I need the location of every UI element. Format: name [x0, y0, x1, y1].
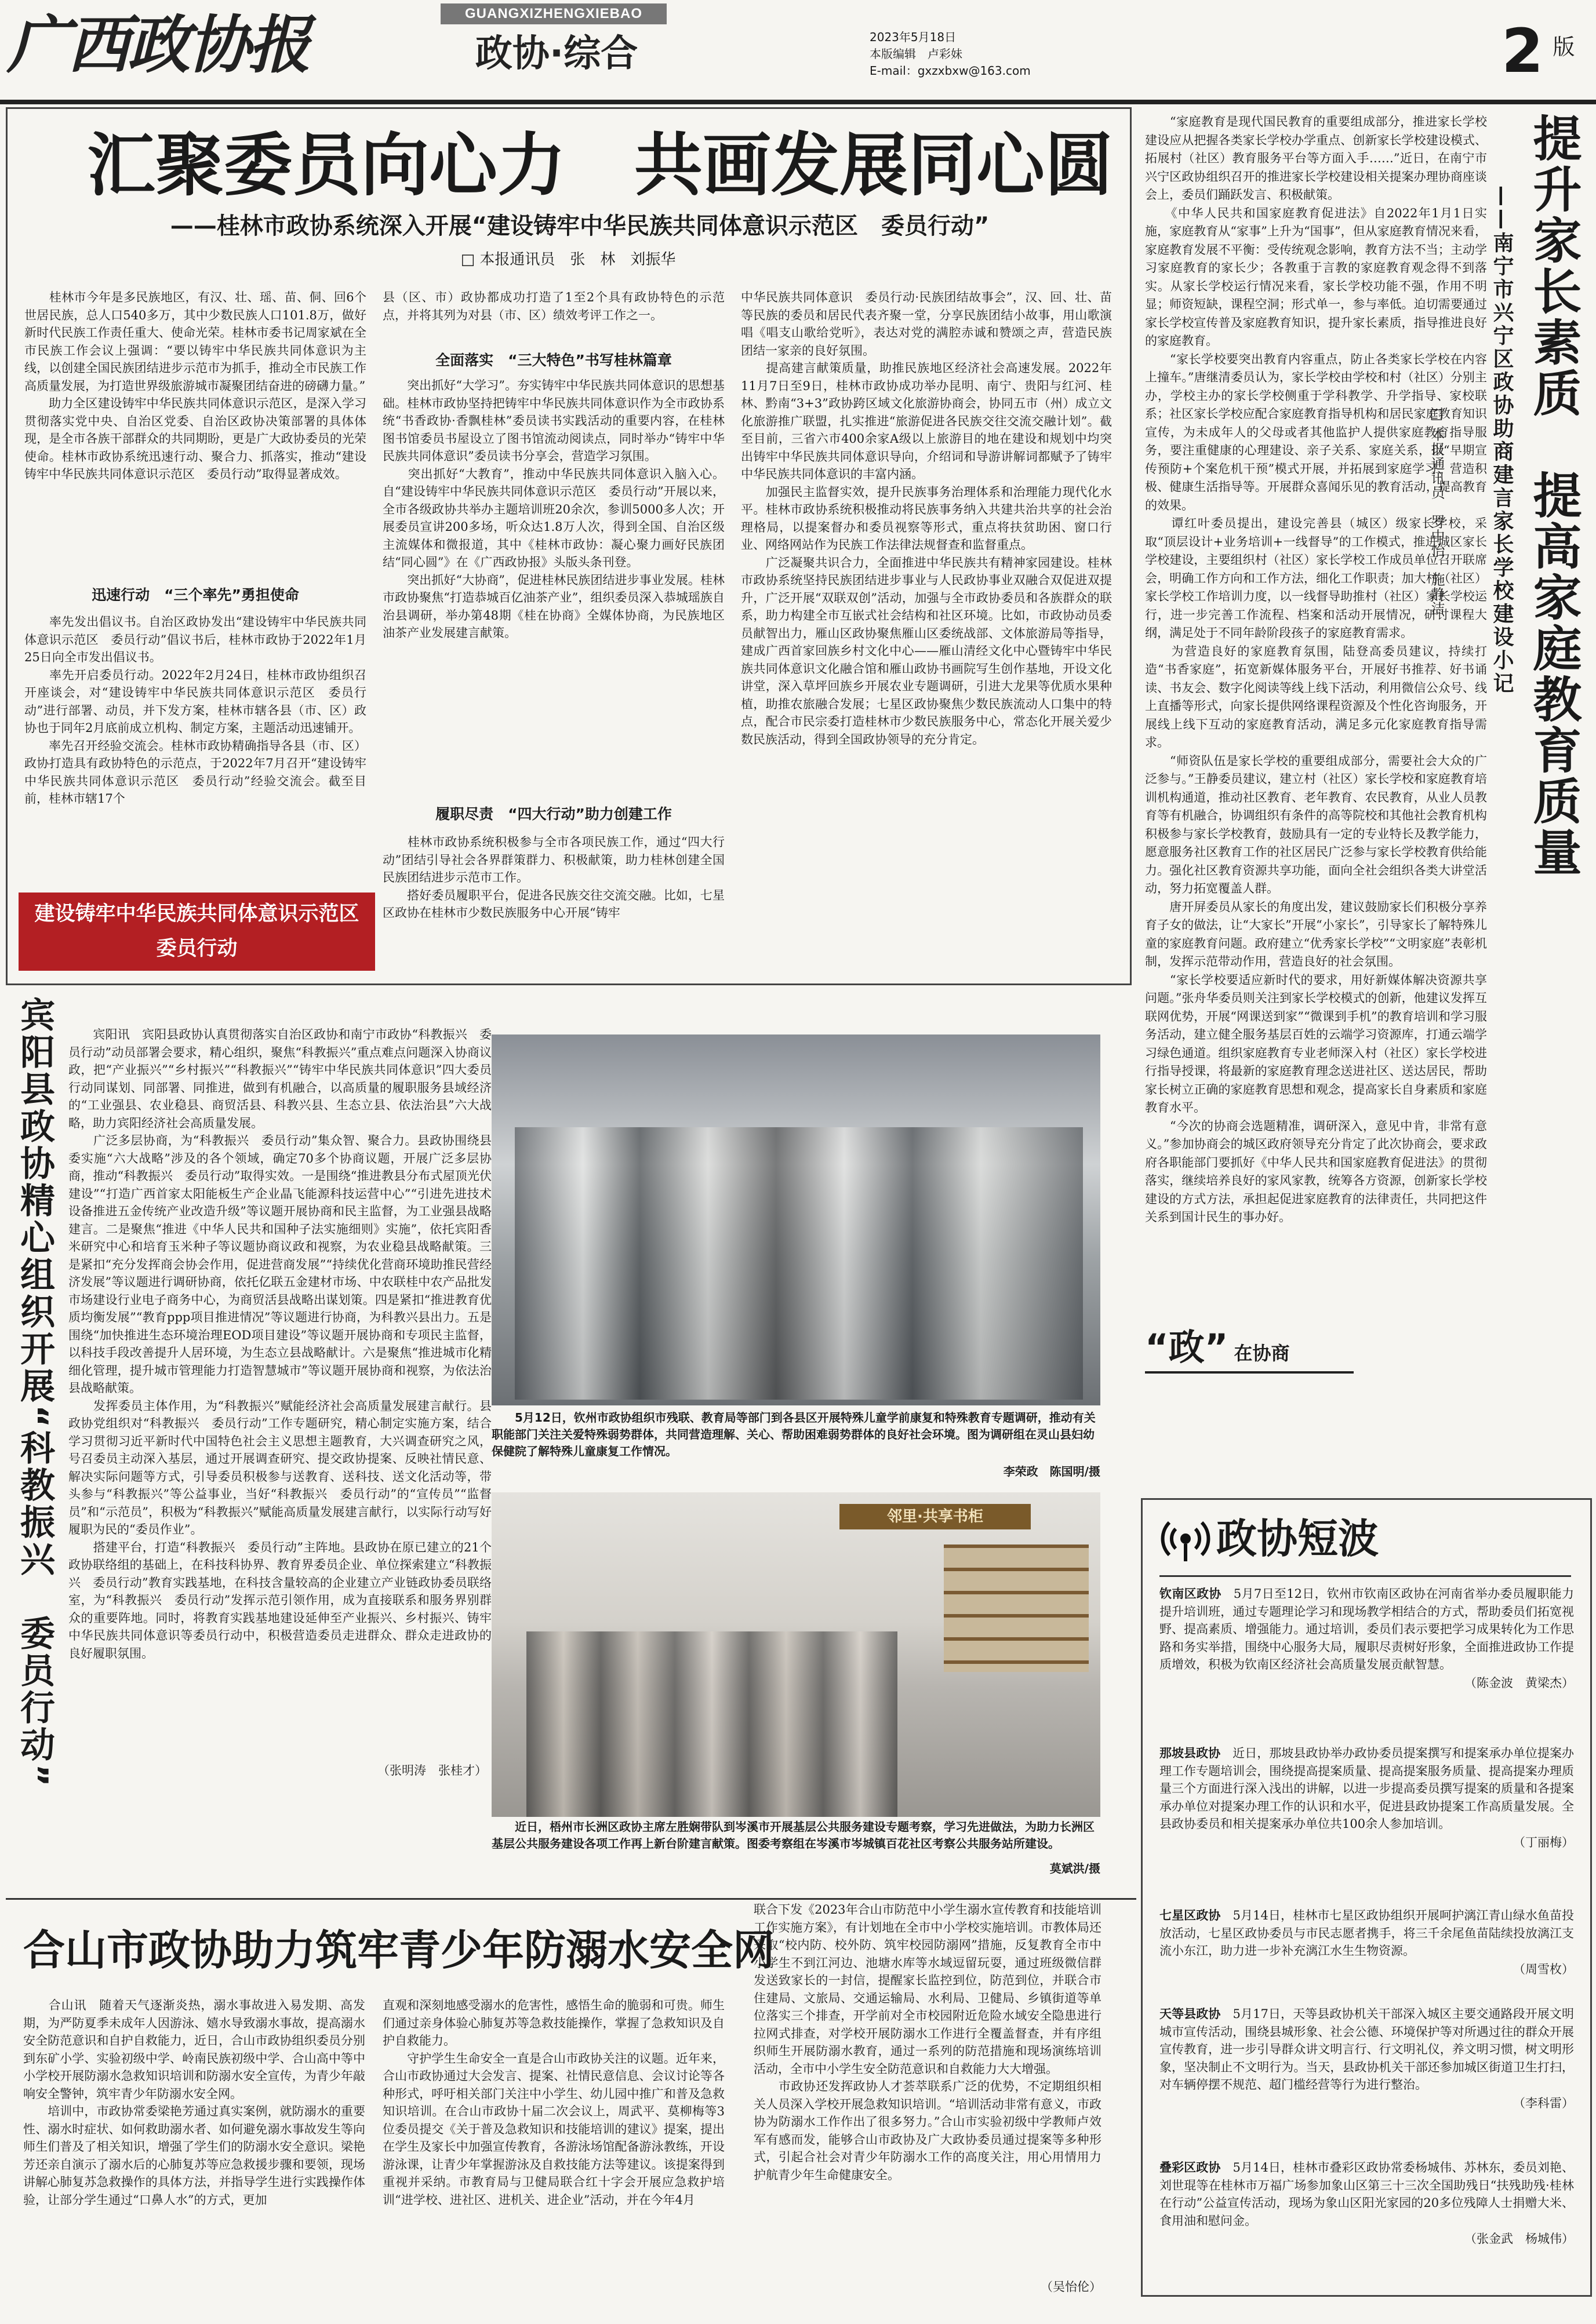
masthead-logo: 广西政协报 [7, 9, 309, 82]
heshan-col3: 联合下发《2023年合山市防范中小学生溺水宣传教育和技能培训工作实施方案》，有计划地在全市中小学校实施培训。市教体局还采取“校内防、校外防、筑牢校园防溺网”措施，反复教育全市中小学生不到江河边、池塘水库等水域逗留玩耍，通过班级微信群发送致家长的一封信，提醒家长监控到位，防范到位，并联合市住建局、文旅局、交通运输局、水利局、卫健局、乡镇街道等单位落实三个排查，开学前对全市校园附近危险水域安全隐患进行拉网式排查，对学校开展防溺水工作进行全覆盖督查，并有序组织师生开展防溺水教育，通过一系列的防范措施和现场演练培训活动，全市中小学生安全防范意识和自救能力大大增强。 市政协还发挥政协人才荟萃联系广泛的优势，不定期组织相关人员深入学校开展急救知识培训。“培训活动非常有意义，市政协为防溺水工作作出了很多努力。”合山市实验初级中学教师卢效军有感而发，能够合山市政协及广大政协委员通过提案等多种形式，引起合社会对青少年防溺水工作的高度关注，用心用情用力护航青少年生命健康安全。 [754, 1903, 1101, 2182]
lead-headline: 汇聚委员向心力 共画发展同心圆 [87, 125, 1114, 205]
lead-subhead-1: 迅速行动 “三个率先”勇担使命 [92, 587, 299, 603]
brief-org: 钦南区政协 [1159, 1587, 1221, 1601]
lead-col1b: 率先发出倡议书。自治区政协发出“建设铸牢中华民族共同体意识示范区 委员行动”倡议书后，桂林市政协于2022年1月25日向全市发出倡议书。 率先开启委员行动。2022年2月24日，桂林市政协组织召开座谈会，对“建设铸牢中华民族共同体意识示范区 委员行动”进行部署、动员，并下发方案，桂林市辖各县（市、区）政协也于同年2月底前成立机构、制定方案，主题活动迅速铺开。 率先召开经验交流会。桂林市政协精确指导各县（市、区）政协打造具有政协特色的示范点，于2022年7月召开“建设铸牢中华民族共同体意识示范区 委员行动”经验交流会。截至目前，桂林市辖17个 [24, 615, 366, 806]
photo2-bookshelf [944, 1545, 1089, 1672]
masthead-rule [0, 100, 1596, 104]
lead-col2c: 桂林市政协系统积极参与全市各项民族工作，通过“四大行动”团结引导社会各界群策群力、积极献策，助力桂林创建全国民族团结进步示范市工作。 搭好委员履职平台，促进各民族交往交流交融。比如，七星区政协在桂林市少数民族服务中心开展“铸牢 [383, 835, 725, 920]
masthead-pinyin: GUANGXIZHENGXIEBAO [441, 3, 667, 24]
heshan-col1: 合山讯 随着天气逐渐炎热，溺水事故进入易发期、高发期，为严防夏季未成年人因游泳、嬉水导致溺水事故，提高溺水安全防范意识和自护自救能力，近日，合山市政协组织委员分别到东矿小学、实验初级中学、岭南民族初级中学、合山高中等中小学校开展防溺水急救知识培训和防溺水安全宣传，为青少年敲响安全警钟，筑牢青少年防溺水安全网。 培训中，市政协常委梁艳芳通过真实案例，就防溺水的重要性、溺水时症状、如何救助溺水者、如何避免溺水事故发生等向师生们普及了相关知识，增强了学生们的防溺水安全意识。梁艳芳还亲自演示了溺水后的心肺复苏等应急救援步骤和要领，现场讲解心肺复苏急救操作的具体方法，并指导学生进行实践操作体验，让部分学生通过“口鼻人水”的方式，更加 [23, 1998, 365, 2207]
photo-special-children [492, 1034, 1100, 1405]
issue-date: 2023年5月18日 [870, 30, 957, 44]
lead-subhead: ——桂林市政协系统深入开展“建设铸牢中华民族共同体意识示范区 委员行动” [170, 213, 990, 239]
lead-theme-banner-line2: 委员行动 [156, 937, 238, 960]
photo1-caption: 5月12日，钦州市政协组织市残联、教育局等部门到各县区开展特殊儿童学前康复和特殊教育专题调研，推动有关职能部门关注关爱特殊弱势群体，共同营造理解、关心、帮助困难弱势群体的良好社会环境。图为调研组在灵山县妇幼保健院了解特殊儿童康复工作情况。 [492, 1411, 1096, 1458]
photo2-caption: 近日，梧州市长洲区政协主席左胜娴带队到岑溪市开展基层公共服务建设专题考察，学习先进做法，为助力长洲区基层公共服务建设各项工作再上新台阶建言献策。图委考察组在岑溪市岑城镇百花社区考察公共服务站所建设。 [492, 1820, 1095, 1851]
photo2-credit: 莫斌洪/摄 [1049, 1862, 1100, 1875]
lead-col2b: 突出抓好“大学习”。夯实铸牢中华民族共同体意识的思想基础。桂林市政协坚持把铸牢中华民族共同体意识作为全市政协系统“书香政协·香飘桂林”委员读书实践活动的重要内容，在桂林图书馆委员书屋设立了图书馆流动阅读点，同时举办“铸牢中华民族共同体意识”委员读书分享会，营造学习氛围。 突出抓好“大教育”，推动中华民族共同体意识入脑入心。自“建设铸牢中华民族共同体意识示范区 委员行动”开展以来，全市各级政协共举办主题培训班20余次，参训5000多人次；开展委员宣讲200多场，听众达1.8万人次，得到全国、自治区级主流媒体和微报道，其中《桂林市政协：凝心聚力画好民族团结“同心圆”》在《广西政协报》头版头条刊登。 突出抓好“大协商”，促进桂林民族团结进步事业发展。桂林市政协聚焦“打造恭城百亿油茶产业”，组织委员深入恭城瑶族自治县调研，举办第48期《桂在协商》全媒体协商，为民族地区油茶产业发展建言献策。 [383, 378, 725, 640]
page-number-suffix: 版 [1553, 34, 1575, 60]
brief-text: 5月7日至12日，钦州市钦南区政协在河南省举办委员履职能力提升培训班，通过专题理论学习和现场教学相结合的方式，帮助委员们拓宽视野、提高素质、增强能力。通过培训，委员们表示要把学习成果转化为工作思路和务实举措，围绕中心服务大局，履职尽责树好形象，全面推进政协工作提质增效，积极为钦南区经济社会高质量发展贡献智慧。 [1159, 1587, 1574, 1671]
photo2-people [526, 1631, 897, 1817]
family-edu-body: “家庭教育是现代国民教育的重要组成部分，推进家长学校建设应从把握各类家长学校办学重点、创新家长学校建设模式、拓展村（社区）教育服务平台等方面入手……”近日，在南宁市兴宁区政协组织召开的推进家长学校建设相关提案办理协商座谈会上，委员们踊跃发言、积极献策。 《中华人民共和国家庭教育促进法》自2022年1月1日实施，家庭教育从“家事”上升为“国事”，但从家庭教育情况来看，家庭教育发展不平衡：受传统观念影响，教育方法不当；主动学习家庭教育的家长少；各教重于言教的家庭教育观念得不到落实。从家长学校运行情况来看，家长学校功能不强，作用不明显；师资短缺，课程空洞；形式单一，参与率低。迫切需要通过家长学校宣传普及家庭教育知识，提升家长素质，指导推进良好的家庭教育。 “家长学校要突出教育内容重点，防止各类家长学校在内容上撞车。”唐继清委员认为，家长学校由学校和村（社区）分别主办，学校主办的家长学校侧重于学科教学、升学指导、家校联系；社区家长学校应配合家庭教育指导机构和居民家庭教育知识宣传，为未成年人的父母或者其他监护人提供家庭教育指导服务，要注重健康的心理建设、亲子关系、家庭关系，以“早期宣传预防+个案危机干预”模式开展，并拓展到家庭学习、营造积极、健康生活指导等。开展群众喜闻乐见的教育活动，提高教育的效果。 谭红叶委员提出，建设完善县（城区）级家长学校，采取“顶层设计+业务培训+一线督导”的工作模式，推进城区家长学校建设，主要组织村（社区）家长学校工作成员单位召开联席会，明确工作方向和工作方法，细化工作职责；加大村（社区）家长学校工作培训力度，以一线督导助推村（社区）家长学校运行，进一步完善工作流程、档案和活动开展情况，研讨课程大纲，满足处于不同年龄阶段孩子的家庭教育需求。 为营造良好的家庭教育氛围，陆登高委员建议，持续打造“书香家庭”，拓宽新媒体服务平台，开展好书推荐、好书诵读、书友会、数字化阅读等线上线下活动，利用微信公众号、线上直播等形式，向家长提供网络课程资源及个性化咨询服务，开展线上线下互动的家庭教育活动，满足多元化家庭教育指导需求。 “师资队伍是家长学校的重要组成部分，需要社会大众的广泛参与。”王静委员建议，建立村（社区）家长学校和家庭教育培训机构通道，推动社区教育、老年教育、农民教育，从业人员教育等有机融合，协调组织有条件的高等院校和其他社会教育机构积极参与家长学校教育，鼓励具有一定的专业特长及教学能力，愿意服务社区教育工作的社区居民广泛参与家长学校教育供给能力。强化社区教育资源共享功能，面向全社会组织各类大讲堂活动，努力拓宽覆盖人群。 唐开屏委员从家长的角度出发，建议鼓励家长们积极分享养育子女的做法，让“大家长”开展“小家长”，引导家长了解特殊儿童的家庭教育问题。政府建立“优秀家长学校”“文明家庭”表彰机制，发挥示范带动作用，营造良好的社会氛围。 “家长学校要适应新时代的要求，用好新媒体解决资源共享问题。”张舟华委员则关注到家长学校模式的创新，他建议发挥互联网优势，开展“网课送到家”“微课到手机”的教育培训和学习服务活动，建立健全服务基层百姓的云端学习资源库，打通云端学习绿色通道。组织家庭教育专业老师深入村（社区）家长学校进行指导授课，将最新的家庭教育理念送进社区、送达居民，帮助家长树立正确的家庭教育思想和观念，提高家长自身素质和家庭教育水平。 “今次的协商会选题精准，调研深入，意见中肯，非常有意义。”参加协商会的城区政府领导充分肯定了此次协商会，要求政府各职能部门要抓好《中华人民共和国家庭教育促进法》的贯彻落实，继续培养良好的家风家教，统筹各方资源，创新家长学校建设的方式方法，承担起促进家庭教育的法律责任，共同把这件关系到国计民生的事办好。 [1145, 115, 1487, 1224]
photo-community-center [492, 1492, 1100, 1817]
zheng-sublabel: 在协商 [1234, 1342, 1290, 1364]
photo1-credit: 李荣政 陈国明/摄 [1003, 1465, 1100, 1478]
brief-org: 叠彩区政协 [1159, 2161, 1221, 2174]
broadcast-icon [1159, 1513, 1212, 1565]
brief-item [1159, 1907, 1574, 1999]
heshan-signature: （吴怡伦） [1041, 2280, 1101, 2294]
brief-item [1159, 2005, 1574, 2153]
brief-item [1159, 1744, 1574, 1901]
zheng-column-tag [1145, 1321, 1354, 1374]
page-number-value: 2 [1502, 16, 1544, 86]
brief-signature: （陈金波 黄梁杰） [1464, 1675, 1574, 1690]
heshan-top-rule [6, 1898, 1136, 1900]
briefs-rule [1159, 1575, 1571, 1577]
lead-subhead-3: 履职尽责 “四大行动”助力创建工作 [435, 806, 672, 822]
binyang-signature: （张明涛 张桂才） [377, 1764, 487, 1777]
brief-org: 天等县政协 [1159, 2007, 1221, 2021]
binyang-body: 宾阳讯 宾阳县政协认真贯彻落实自治区政协和南宁市政协“科教振兴 委员行动”动员部署会要求，精心组织，聚焦“科教振兴”重点难点问题深入协商议政，把“产业振兴”“乡村振兴”“科教振兴”“铸牢中华民族共同体意识”四大委员行动同谋划、同部署、同推进，做到有机融合，以高质量的履职服务县域经济的“工业强县、农业稳县、商贸活县、科教兴县、生态立县、依法治县”六大战略，助力宾阳经济社会高质量发展。 广泛多层协商，为“科教振兴 委员行动”集众智、聚合力。县政协围绕县委实施“六大战略”涉及的各个领域，确定70多个协商议题，开展广泛多层协商，推动“科教振兴 委员行动”取得实效。一是围绕“推进教县分布式屋顶光伏建设”“打造广西首家太阳能板生产企业晶飞能源科技运营中心”“引进先进技术设备推进五金传统产业改造升级”等议题开展协商和民主监督，为工业强县战略建言。二是聚焦“推进《中华人民共和国种子法实施细则》实施”，依托宾阳香米研究中心和培育玉米种子等议题协商议政和视察，为农业稳县战略献策。三是紧扣“充分发挥商会协会作用，促进营商发展”“持续优化营商环境助推民营经济发展”等议题进行调研协商，依托亿联五金建材市场、中农联桂中农产品批发市场建设行业电子商务中心，为商贸活县战略出谋划策。四是紧扣“推进教育优质均衡发展”“教育ppp项目推进情况”等议题进行协商，为科教兴县出力。五是围绕“加快推进生态环境治理EOD项目建设”等议题开展协商和专项民主监督，以科技手段改善提升人居环境，为生态立县战略献计。六是聚焦“推进城市化精细化管理，提升城市管理能力打造智慧城市”等议题开展协商和视察，为依法治县战略献策。 发挥委员主体作用，为“科教振兴”赋能经济社会高质量发展建言献行。县政协党组织对“科教振兴 委员行动”工作专题研究，精心制定实施方案，结合学习贯彻习近平新时代中国特色社会主义思想主题教育，大兴调查研究之风，号召委员主动深入基层，通过开展调查研究、提交政协提案、反映社情民意、解决实际问题等方式，引导委员积极参与送教育、送科技、送文化活动等，带头参与“科教振兴”等公益事业，当好“科教振兴 委员行动”的“宣传员”“监督员”和“示范员”，积极为“科教振兴”赋能高质量发展建言献行，以实际行动写好履职为民的“委员作业”。 搭建平台，打造“科教振兴 委员行动”主阵地。县政协在原已建立的21个政协联络组的基础上，在科技科协界、教育界委员企业、单位探索建立“科教振兴 委员行动”教育实践基地，在科技含量较高的企业建立产业链政协委员联络室，为“科教振兴 委员行动”发挥示范引领作用，成为直接联系和服务界别群众的重要阵地。同时，将教育实践基地建设延伸至产业振兴、乡村振兴、铸牢中华民族共同体意识等委员行动中，积极营造委员走进群众、群众走进政协的良好履职氛围。 [68, 1028, 492, 1660]
brief-signature: （周雪枚） [1513, 1962, 1574, 1976]
brief-item [1159, 2159, 1574, 2292]
lead-theme-banner-line1: 建设铸牢中华民族共同体意识示范区 [34, 902, 359, 926]
family-edu-byline: □ 本报通讯员 罗中怡 施静洁 [1428, 406, 1445, 616]
editor-email: E-mail：gxzxbxw@163.com [870, 64, 1031, 78]
photo2-sign: 邻里·共享书柜 [839, 1504, 1031, 1529]
lead-byline: □ 本报通讯员 张 林 刘振华 [460, 251, 676, 268]
page-number [1502, 16, 1594, 86]
section-title: 政协·综合 [475, 32, 638, 75]
lead-subhead-2: 全面落实 “三大特色”书写桂林篇章 [435, 352, 672, 369]
brief-text: 5月14日，桂林市七星区政协组织开展呵护漓江青山绿水鱼苗投放活动，七星区政协委员与市民志愿者携手，将三千余尾鱼苗陆续投放漓江支流小东江，助力进一步补充漓江水生生物资源。 [1159, 1908, 1574, 1958]
masthead-meta [870, 29, 1113, 93]
briefs-title: 政协短波 [1216, 1515, 1379, 1562]
brief-signature: （张金武 杨城伟） [1464, 2232, 1574, 2246]
heshan-col2: 直观和深刻地感受溺水的危害性，感悟生命的脆弱和可贵。师生们通过亲身体验心肺复苏等急救技能操作，掌握了急救知识及自护自救能力。 守护学生生命安全一直是合山市政协关注的议题。近年来，合山市政协通过大会发言、提案、社情民意信息、会议讨论等各种形式，呼吁相关部门关注中小学生、幼儿园中推广和普及急救知识培训。在合山市政协十届二次会议上，周武平、莫柳梅等3位委员提交《关于普及急救知识和技能培训的建议》提案，提出在学生及家长中加强宣传教育，各游泳场馆配备游泳教练，开设游泳课，让青少年掌握游泳及自救技能方法等建议。该提案得到重视并采纳。市教育局与卫健局联合红十字会开展应急救护培训“进学校、进社区、进机关、进企业”活动，并在今年4月 [383, 1998, 725, 2207]
family-edu-subtitle: ——南宁市兴宁区政协助商建言家长学校建设小记 [1490, 185, 1514, 695]
briefs-header [1159, 1510, 1565, 1568]
brief-org: 那坡县政协 [1159, 1746, 1221, 1760]
lead-col2a: 县（区、市）政协都成功打造了1至2个具有政协特色的示范点，并将其列为对县（市、区）绩效考评工作之一。 [383, 290, 725, 322]
brief-org: 七星区政协 [1159, 1908, 1221, 1922]
brief-text: 5月14日，桂林市叠彩区政协常委杨城伟、苏林东，委员刘艳、刘世琨等在桂林市万福广场参加象山区第三十三次全国助残日“扶残助残·桂林在行动”公益宣传活动，现场为象山区阳光家园的20多位残障人士捐赠大米、食用油和慰问金。 [1159, 2161, 1574, 2228]
brief-item [1159, 1585, 1574, 1743]
brief-text: 近日，那坡县政协举办政协委员提案撰写和提案承办单位提案办理工作专题培训会，围绕提高提案质量、提高提案服务质量、提高提案办理质量三个方面进行深入浅出的讲解，以进一步提高委员撰写提案的质量和各提案承办单位对提案办理工作的认识和水平，促进县政协提案工作高质量发展。全县政协委员和相关提案承办单位共100余人参加培训。 [1159, 1746, 1575, 1831]
brief-text: 5月17日，天等县政协机关干部深入城区主要交通路段开展文明城市宣传活动，围绕县城形象、社会公德、环境保护等对所遇过往的群众开展宣传教育，进一步引导群众讲文明言行、行文明礼仪，养文明习惯，树文明形象，坚决制止不文明行为。当天，县政协机关干部还参加城区街道卫生打扫，对车辆停摆不规范、超门槛经营等行为进行整治。 [1159, 2007, 1574, 2092]
lead-col3: 中华民族共同体意识 委员行动·民族团结故事会”，汉、回、壮、苗等民族的委员和居民代表齐聚一堂，分享民族团结小故事，用山歌演唱《唱支山歌给党听》，表达对党的满腔赤诚和赞颂之声，营造民族团结一家亲的良好氛围。 提高建言献策质量，助推民族地区经济社会高速发展。2022年11月7日至9日，桂林市政协成功举办昆明、南宁、贵阳与红河、桂林、黔南“3+3”政协跨区域文化旅游协商会，协同五市（州）成立文化旅游推广联盟，扎实推进“旅游促进各民族交往交流交融计划”。截至目前，三省六市400余家A级以上旅游目的地在建设和规划中均突出铸牢中华民族共同体意识导向，介绍词和导游讲解词都赋予了铸牢中华民族共同体意识的丰富内涵。 加强民主监督实效，提升民族事务治理体系和治理能力现代化水平。桂林市政协系统积极推动将民族事务纳入共建共治共享的社会治理格局，以提案督办和委员视察等形式，重点将扶贫助困、窗口行业、网络网站作为民族工作法律法规督查和监督重点。 广泛凝聚共识合力，全面推进中华民族共有精神家园建设。桂林市政协系统坚持民族团结进步事业与人民政协事业双融合双促进双提升，广泛开展“双联双创”活动，加强与全市政协委员和各族群众的联系，助力构建全市互嵌式社会结构和社区环境。比如，市政协动员委员献智出力，雁山区政协聚焦雁山区委统战部、文体旅游局等指导，建成广西首家回族乡村文化中心——雁山清经文化中心暨铸牢中华民族共同体意识文化融合馆和雁山政协书画院写生创作基地，开设文化讲堂，深入草坪回族乡开展农业专题调研，引进大龙果等优质水果种植，助推农旅融合发展；七星区政协聚焦少数民族流动人口集中的特点，配合市民宗委打造桂林市少数民族服务中心，常态化开展关爱少数民族活动，得到全国政协领导的充分肯定。 [741, 290, 1112, 746]
heshan-title: 合山市政协助力筑牢青少年防溺水安全网 [23, 1926, 775, 1975]
binyang-title: 宾阳县政协精心组织开展“科教振兴 委员行动” [14, 997, 55, 1789]
photo1-people [515, 1127, 1083, 1400]
brief-signature: （李科雷） [1513, 2096, 1574, 2110]
lead-col1: 桂林市今年是多民族地区，有汉、壮、瑶、苗、侗、回6个世居民族，总人口540多万，其中少数民族人口101.8万，做好新时代民族工作责任重大、使命光荣。桂林市委书记周家斌在全市民族工作会议上强调：“要以铸牢中华民族共同体意识为主线，以创建全国民族团结进步示范市为抓手，推动全市民族工作高质量发展，为打造世界级旅游城市凝聚团结奋进的磅礴力量。” 助力全区建设铸牢中华民族共同体意识示范区，是深入学习贯彻落实党中央、自治区党委、自治区政协决策部署的具体体现，是全市各族干部群众的共同期盼，更是广大政协委员的光荣使命。桂林市政协系统迅速行动、聚合力、抓落实，推动“建设铸牢中华民族共同体意识示范区 委员行动”取得显著成效。 [24, 290, 366, 481]
family-edu-title: 提升家长素质 提高家庭教育质量 [1525, 113, 1582, 878]
brief-signature: （丁丽梅） [1513, 1835, 1574, 1849]
lead-theme-banner [19, 893, 375, 971]
zheng-label: “政” [1145, 1326, 1228, 1368]
page-editor: 本版编辑 卢彩妹 [870, 47, 962, 61]
